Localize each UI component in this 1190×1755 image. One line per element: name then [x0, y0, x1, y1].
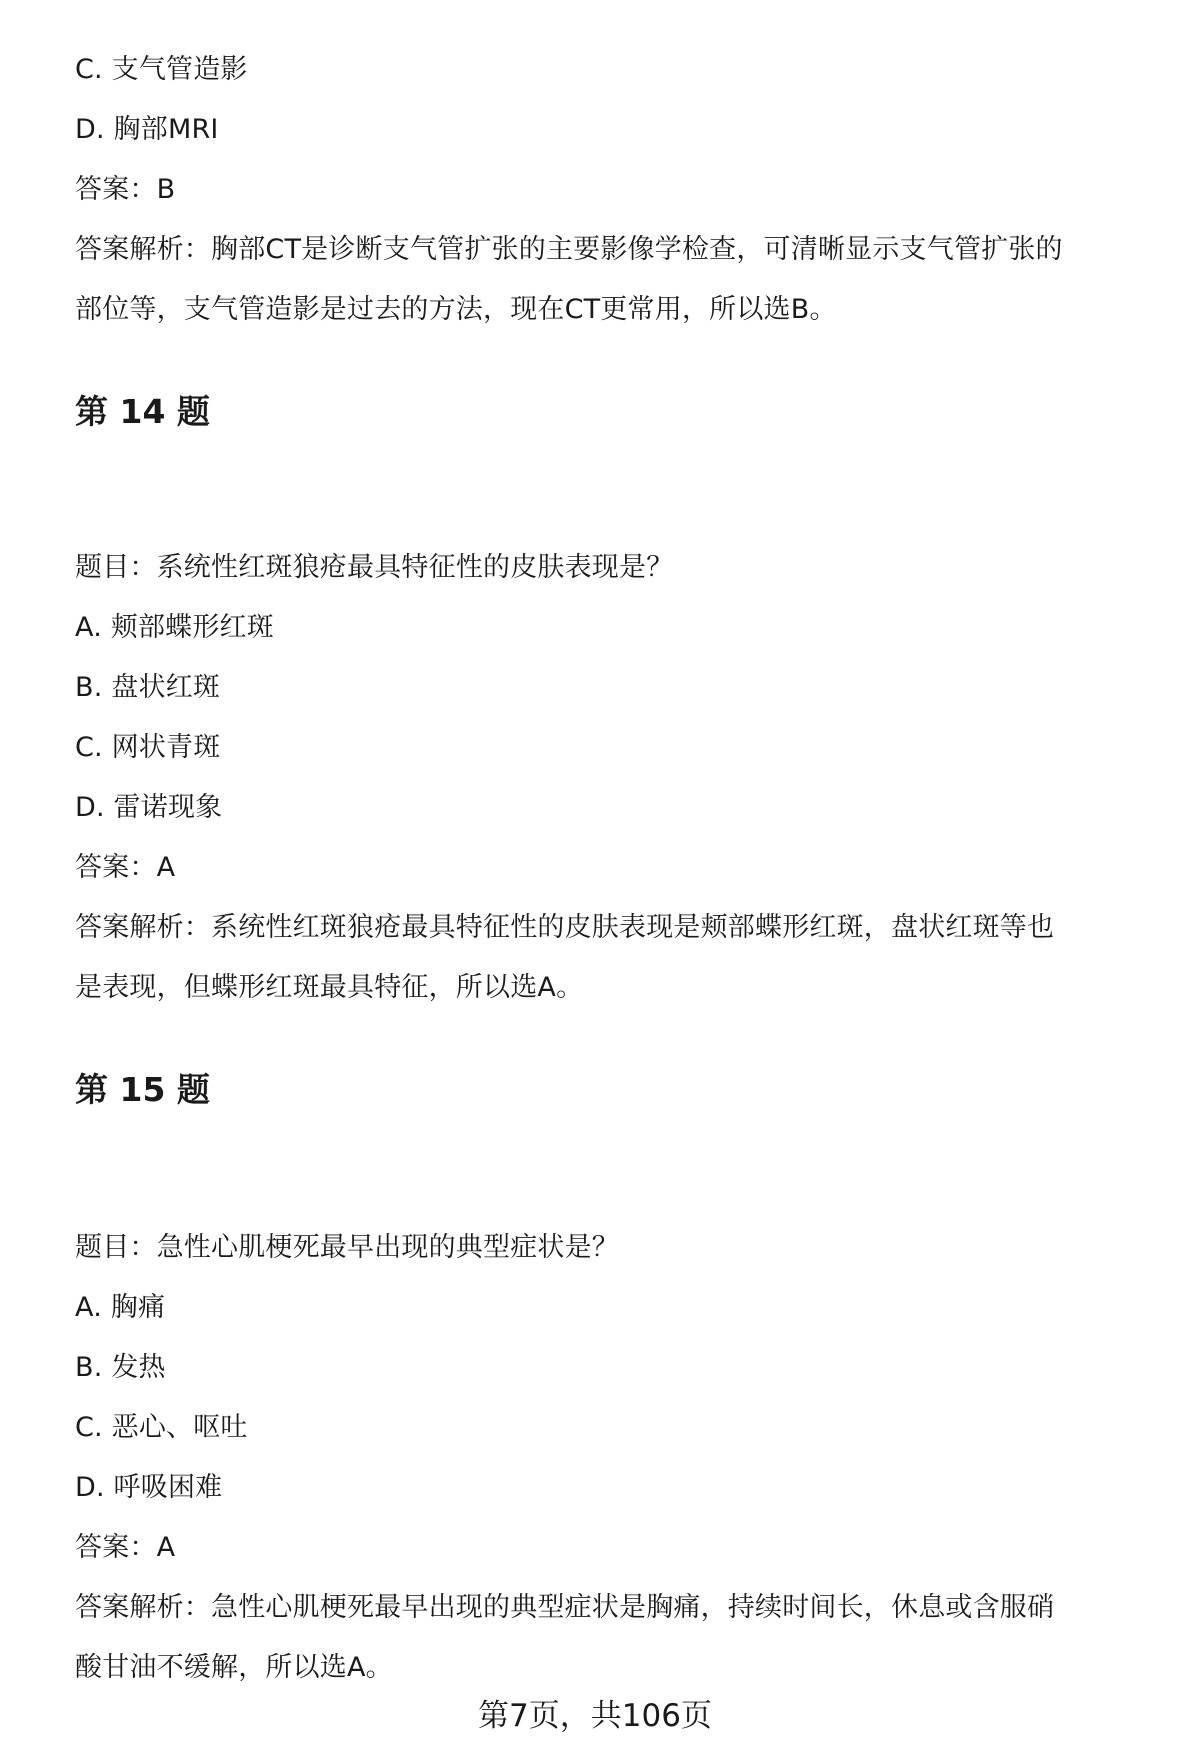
q15-option-d: D. 呼吸困难	[75, 1472, 223, 1503]
q15-option-b: B. 发热	[75, 1352, 166, 1383]
q15-option-c: C. 恶心、呕吐	[75, 1412, 248, 1443]
page-number-footer: 第7页，共106页	[478, 1698, 712, 1734]
q13-answer: 答案：B	[75, 174, 176, 205]
q14-option-d: D. 雷诺现象	[75, 792, 223, 823]
q14-explanation-line-1: 答案解析：系统性红斑狼疮最具特征性的皮肤表现是颊部蝶形红斑，盘状红斑等也	[75, 912, 1055, 943]
q15-explanation-line-2: 酸甘油不缓解，所以选A。	[75, 1652, 393, 1683]
q14-question: 题目：系统性红斑狼疮最具特征性的皮肤表现是？	[75, 552, 674, 583]
q14-explanation-line-2: 是表现，但蝶形红斑最具特征，所以选A。	[75, 972, 584, 1003]
q13-option-d: D. 胸部MRI	[75, 114, 219, 145]
q14-option-a: A. 颊部蝶形红斑	[75, 612, 274, 643]
q14-answer: 答案：A	[75, 852, 176, 883]
q13-explanation-line-2: 部位等，支气管造影是过去的方法，现在CT更常用，所以选B。	[75, 294, 837, 325]
q14-option-b: B. 盘状红斑	[75, 672, 221, 703]
q13-explanation-line-1: 答案解析：胸部CT是诊断支气管扩张的主要影像学检查，可清晰显示支气管扩张的	[75, 234, 1063, 265]
q15-answer: 答案：A	[75, 1532, 176, 1563]
q15-explanation-line-1: 答案解析：急性心肌梗死最早出现的典型症状是胸痛，持续时间长，休息或含服硝	[75, 1592, 1055, 1623]
q15-option-a: A. 胸痛	[75, 1292, 166, 1323]
q15-heading: 第 15 题	[75, 1070, 210, 1109]
q14-option-c: C. 网状青斑	[75, 732, 221, 763]
q15-question: 题目：急性心肌梗死最早出现的典型症状是？	[75, 1232, 619, 1263]
q13-option-c: C. 支气管造影	[75, 54, 248, 85]
q14-heading: 第 14 题	[75, 392, 210, 431]
